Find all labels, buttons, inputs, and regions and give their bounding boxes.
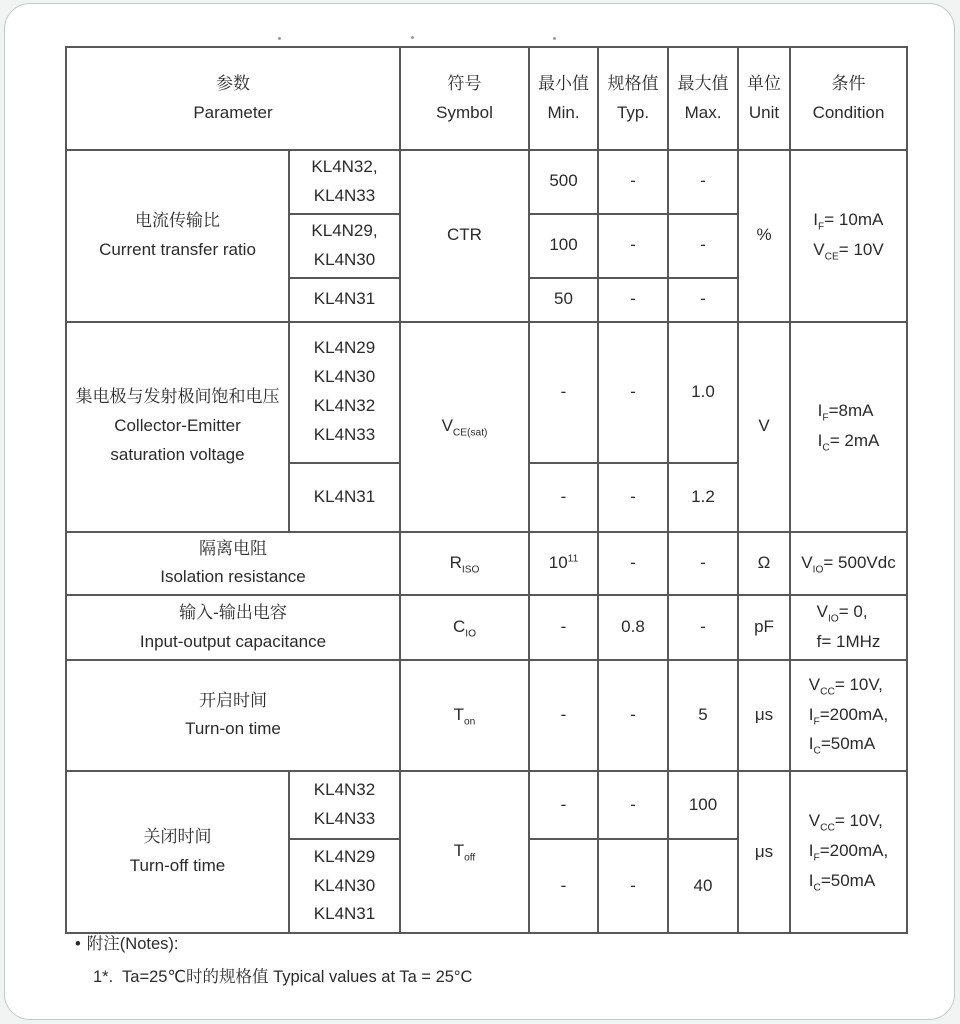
ctr-max-cell-3: - (668, 278, 738, 322)
notes-title-line (75, 930, 472, 954)
ctr-models-cell-2: KL4N29, KL4N30 (289, 214, 400, 278)
cio-condition-cell (790, 595, 907, 660)
ctr-min-cell-2: 100 (529, 214, 598, 278)
vce-sat-models-cell-2: KL4N31 (289, 463, 400, 532)
ctr-min-cell-1: 500 (529, 150, 598, 214)
bullet-icon: • (75, 935, 81, 953)
vce-sat-typ-cell-1: - (598, 322, 668, 463)
riso-typ-cell: - (598, 532, 668, 596)
col-header-unit: 单位 Unit (738, 47, 790, 150)
ctr-unit-cell: % (738, 150, 790, 322)
toff-condition-text: $V_{CC}= 10V$, $I_F=200mA$, $I_C=50mA$ (808, 811, 889, 894)
vce-sat-condition-text: $I_F=8mA$ $I_C= 2mA$ (817, 400, 880, 453)
ctr-typ-cell-1: - (598, 150, 668, 214)
vce-sat-symbol-cell: $V_{CE(sat)}$ (400, 322, 529, 532)
toff-typ-cell-1: - (598, 771, 668, 839)
notes-section (75, 930, 472, 987)
ctr-max-cell-2: - (668, 214, 738, 278)
toff-parameter-cell: 关闭时间 Turn-off time (66, 771, 289, 933)
ton-symbol-cell: $T_{on}$ (400, 660, 529, 771)
vce-sat-max-cell-1: 1.0 (668, 322, 738, 463)
scan-speck (411, 36, 414, 39)
toff-typ-cell-2: - (598, 839, 668, 933)
vce-sat-min-cell-2: - (529, 463, 598, 532)
cio-typ-cell: 0.8 (598, 595, 668, 660)
riso-symbol-cell: $R_{ISO}$ (400, 532, 529, 596)
toff-max-cell-1: 100 (668, 771, 738, 839)
note-line-1: 1*. Ta=25℃时的规格值 Typical values at Ta = 25°C (93, 968, 473, 986)
ton-typ-cell: - (598, 660, 668, 771)
cio-max-cell: - (668, 595, 738, 660)
toff-max-cell-2: 40 (668, 839, 738, 933)
toff-min-cell-1: - (529, 771, 598, 839)
cio-symbol-cell: $C_{IO}$ (400, 595, 529, 660)
riso-max-cell: - (668, 532, 738, 596)
ctr-typ-cell-2: - (598, 214, 668, 278)
ton-parameter-cell: 开启时间 Turn-on time (66, 660, 400, 771)
col-header-typ: 规格值 Typ. (598, 47, 668, 150)
spec-table (65, 46, 908, 934)
cio-condition-text: $V_{IO}= 0$, f= 1MHz (816, 602, 881, 652)
riso-parameter-cell: 隔离电阻 Isolation resistance (66, 532, 400, 596)
cio-min-cell: - (529, 595, 598, 660)
ton-row (66, 660, 907, 771)
cio-row (66, 595, 907, 660)
toff-min-cell-2: - (529, 839, 598, 933)
notes-title: 附注(Notes): (86, 935, 179, 953)
toff-row-1 (66, 771, 907, 839)
col-header-symbol: 符号 Symbol (400, 47, 529, 150)
ctr-row-1 (66, 150, 907, 214)
col-header-condition: 条件 Condition (790, 47, 907, 150)
header-row (66, 47, 907, 150)
ton-unit-cell: μs (738, 660, 790, 771)
ctr-typ-cell-3: - (598, 278, 668, 322)
riso-unit-cell: Ω (738, 532, 790, 596)
ton-condition-cell (790, 660, 907, 771)
toff-models-cell-1: KL4N32 KL4N33 (289, 771, 400, 839)
riso-condition-text: $V_{IO}= 500Vdc$ (801, 552, 896, 575)
toff-models-cell-2: KL4N29 KL4N30 KL4N31 (289, 839, 400, 933)
document-page (4, 3, 955, 1020)
col-header-min: 最小值 Min. (529, 47, 598, 150)
ctr-min-cell-3: 50 (529, 278, 598, 322)
ton-min-cell: - (529, 660, 598, 771)
ton-condition-text: $V_{CC}= 10V$, $I_F=200mA$, $I_C=50mA$ (808, 674, 889, 757)
ctr-condition-cell (790, 150, 907, 322)
scan-speck (553, 37, 556, 40)
col-header-max: 最大值 Max. (668, 47, 738, 150)
ctr-models-cell-3: KL4N31 (289, 278, 400, 322)
vce-sat-min-cell-1: - (529, 322, 598, 463)
toff-symbol-cell: $T_{off}$ (400, 771, 529, 933)
riso-row (66, 532, 907, 596)
vce-sat-typ-cell-2: - (598, 463, 668, 532)
vce-sat-condition-cell (790, 322, 907, 532)
col-header-parameter: 参数 Parameter (66, 47, 400, 150)
vce-sat-row-1 (66, 322, 907, 463)
toff-unit-cell: μs (738, 771, 790, 933)
vce-sat-parameter-cell: 集电极与发射极间饱和电压 Collector-Emitter saturation voltage (66, 322, 289, 532)
vce-sat-unit-cell: V (738, 322, 790, 532)
ctr-parameter-cell: 电流传输比 Current transfer ratio (66, 150, 289, 322)
riso-condition-cell (790, 532, 907, 596)
toff-condition-cell (790, 771, 907, 933)
ctr-symbol-cell: CTR (400, 150, 529, 322)
cio-unit-cell: pF (738, 595, 790, 660)
ton-max-cell: 5 (668, 660, 738, 771)
scan-speck (278, 37, 281, 40)
vce-sat-models-cell-1: KL4N29 KL4N30 KL4N32 KL4N33 (289, 322, 400, 463)
ctr-max-cell-1: - (668, 150, 738, 214)
ctr-models-cell-1: KL4N32, KL4N33 (289, 150, 400, 214)
vce-sat-max-cell-2: 1.2 (668, 463, 738, 532)
cio-parameter-cell: 输入-输出电容 Input-output capacitance (66, 595, 400, 660)
riso-min-cell: $10^{11}$ (529, 532, 598, 596)
ctr-condition-text: $I_F= 10mA$ $V_{CE}= 10V$ (813, 210, 884, 263)
